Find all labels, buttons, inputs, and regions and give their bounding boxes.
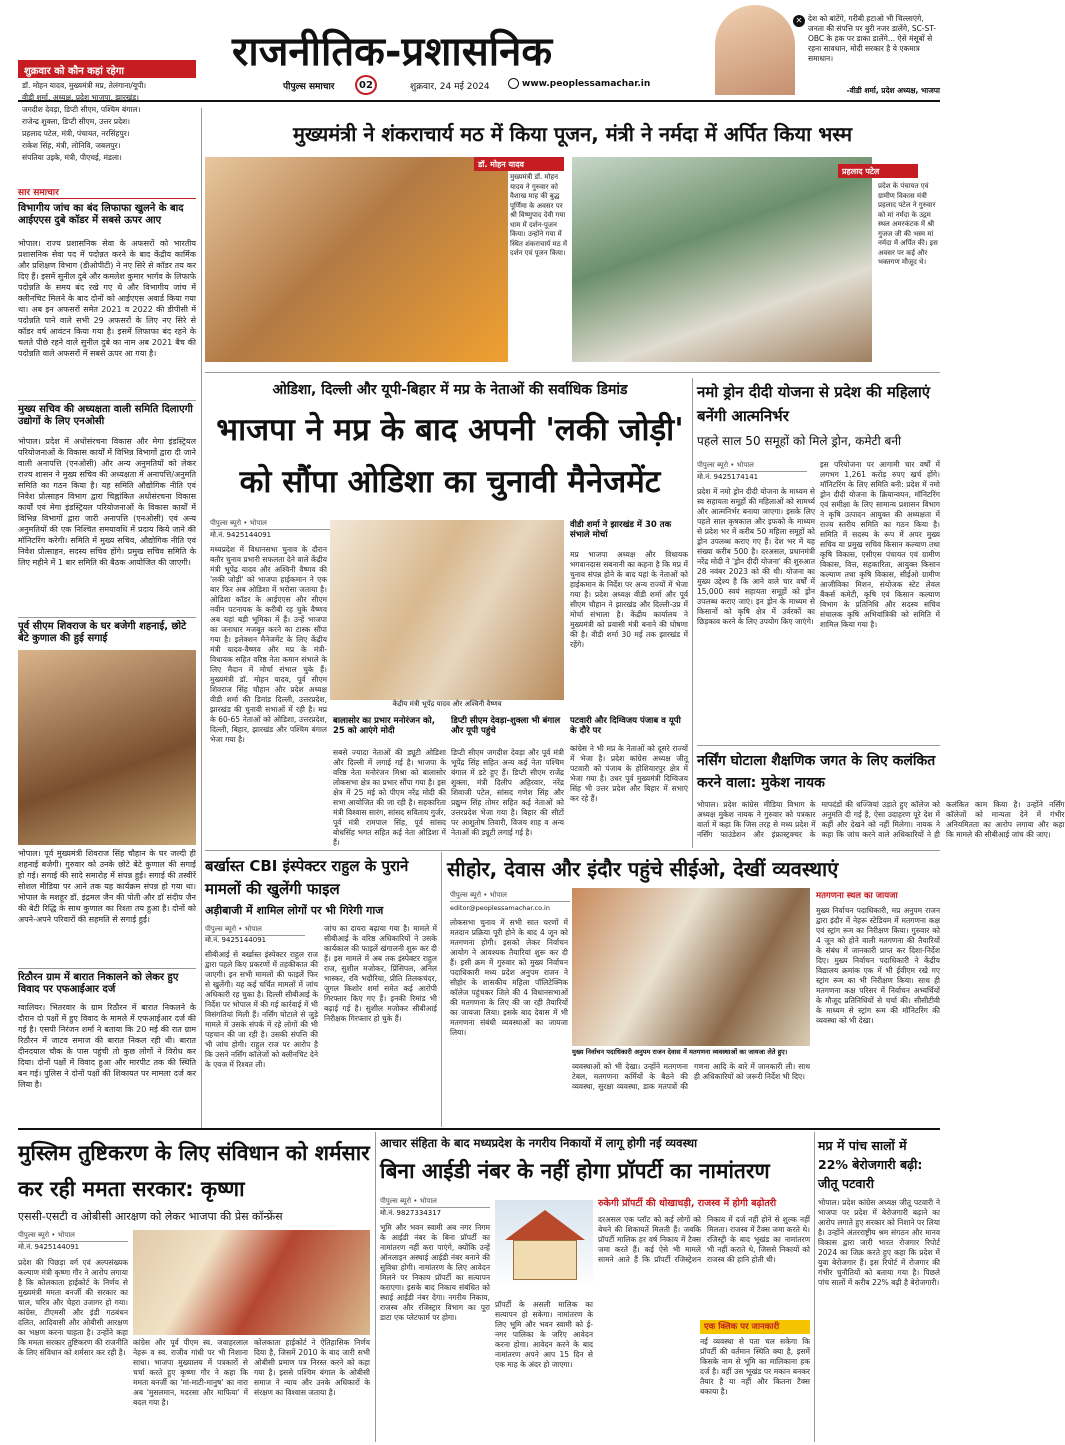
house-illustration	[495, 1200, 593, 1288]
sub2-body: डिप्टी सीएम जगदीश देवड़ा और पूर्व मंत्री भूपेंद्र सिंह सहित अन्य कई नेता पश्चिम बंगाल में डटे हुए हैं। डिप्टी सीएम राजेंद्र शुक्ला, मंत्री दिलीप अहिरवार, नरेंद्र शिवाजी पटेल, सांसद गणेश सिंह और प्रद्युम्न सिंह तोमर सहित कई नेताओं को उत्तरप्रदेश भेजा गया है। बिहार की सीटों पर आशुतोष तिवारी, विजय शाह व अन्य नेताओं की ड्यूटी लगाई गई है।	[451, 748, 564, 837]
sub3-headline: वीडी शर्मा ने झारखंड में 30 तक संभाले मोर्चा	[570, 520, 672, 540]
schedule-box	[18, 60, 196, 180]
photo2-tag: प्रहलाद पटेल	[838, 164, 918, 178]
s2-headline: मुख्य सचिव की अध्यक्षता वाली समिति दिलाएगी उद्योगों के लिए एनओसी	[18, 404, 193, 427]
photo2-caption: प्रदेश के पंचायत एवं ग्रामीण विकास मंत्री प्रहलाद पटेल ने गुरुवार को मां नर्मदा के उद्गम स्थल अमरकंटक में श्री गुजज जी की भस्म मां नर्मदा में अर्पित की। इस अवसर पर कई और भक्तगण मौजूद थे।	[878, 182, 938, 266]
cbi-body-col2: जांच का दायरा बढ़ाया गया है। मामले में सीबीआई के वरिष्ठ अधिकारियों ने उसके कार्यकाल की फाइलें खंगालनी शुरू कर दी हैं। इस मामले में अब तक इंस्पेक्टर राहुल राज, सुशील मजोकर, प्रिंसिपल, अनिल भास्कर, रवि भदौरिया, प्रीति तिलकचंदर, जुगल किशोर शर्मा समेत कई आरोपी गिरफ्तार किए गए हैं। इनकी रिमांड भी बढ़ाई गई है। सुशील मजोकर सीबीआई निरीक्षक गिरफ्तार हो चुके हैं।	[324, 924, 437, 1023]
krishna-headline: मुस्लिम तुष्टिकरण के लिए संविधान को शर्मसार कर रही ममता सरकार: कृष्णा	[18, 1141, 370, 1201]
quote-text: देश को बांटेंगे, गरीबी हटाओ भी चिल्लाएंगे, जनता की संपत्ति पर बुरी नजर डालेंगे, SC-ST-OBC के हक पर डाका डालेंगे... ऐसे मंसूबों से रहना सावधान, मोदी सरकार है ये एकमात्र समाधान।	[808, 14, 936, 63]
nursing-headline: नर्सिंग घोटाला शैक्षणिक जगत के लिए कलंकित करने वाला: मुकेश नायक	[697, 753, 936, 791]
krishna-phone: मो.नं. 9425144091	[18, 1243, 80, 1251]
sehore-body: लोकसभा चुनाव में सभी सात चरणों में मतदान प्रक्रिया पूरी होने के बाद 4 जून को मतगणना होगी। इसको लेकर निर्वाचन आयोग ने आवश्यक तैयारियां शुरू कर दी हैं। इसी क्रम में गुरुवार को मुख्य निर्वाचन पदाधिकारी मध्य प्रदेश अनुपम राजन ने सीहोर के शासकीय महिला पॉलिटेक्निक कॉलेज पहुंचकर जिले की 4 विधानसभाओं की मतगणना के लिए की जा रही तैयारियों का जायजा लिया। इसके बाद देवास में भी मतगणना संबंधी व्यवस्थाओं का जायजा लिया।	[450, 918, 568, 1037]
drone-body: प्रदेश में नमो ड्रोन दीदी योजना के माध्यम से स्व सहायता समूहों की महिलाओं को सामर्थ्य और आत्मनिर्भर बनाया जाएगा। इसके लिए पहले साल कृषकाल और इफको के माध्यम से प्रदेश भर में करीब 50 महिला समूहों को ड्रोन उपलब्ध कराए गए हैं। देश भर में यह संख्या करीब 500 है। दरअसल, प्रधानमंत्री नरेंद्र मोदी ने 'ड्रोन दीदी योजना' की शुरुआत 28 नवंबर 2023 को की थी। योजना का मुख्य उद्देश्य है कि आने वाले चार वर्षों में 15,000 स्वयं सहायता समूहों को ड्रोन उपलब्ध कराए जाएं। इन ड्रोन के माध्यम से किसानों को कृषि क्षेत्र में उर्वरकों का छिड़काव करने के लिए उपयोग किए जाएंगे।	[697, 487, 815, 626]
lead-byline: पीपुल्स ब्यूरो • भोपाल	[210, 518, 330, 530]
info-box-title: एक क्लिक पर जानकारी	[700, 1320, 810, 1334]
house-wall-icon	[513, 1240, 577, 1280]
banner1-headline: मुख्यमंत्री ने शंकराचार्य मठ में किया पूजन, मंत्री ने नर्मदा में अर्पित किया भस्म	[292, 122, 853, 146]
website-link[interactable]: www.peoplessamachar.in	[522, 79, 651, 89]
nursing-body: भोपाल। प्रदेश कांग्रेस मीडिया विभाग के अध्यक्ष मुकेश नायक ने गुरुवार को पत्रकार वार्ता में कहा कि जिस तरह से मध्य प्रदेश में नर्सिंग फाउंडेशन और इंफ्रास्ट्रक्चर के मापदंडों की धज्जियां उड़ाते हुए कॉलेज को अनुमति दी गई है, ऐसा उदाहरण पूरे देश में कहीं और देखने को नहीं मिलेगा। नायक ने कहा कि जांच करने वाले अधिकारियों ने ही कलंकित काम किया है। उन्होंने नर्सिंग कॉलेजों को मान्यता देने में गंभीर अनियमितता का आरोप लगाया और कहा कि मामले की सीबीआई जांच की जाए।	[697, 800, 1065, 839]
photo1-tag: डॉ. मोहन यादव	[474, 157, 564, 171]
sar-label: सार समाचार	[18, 188, 59, 198]
x-logo-icon: ✕	[793, 15, 805, 27]
page-title: राजनीतिक-प्रशासनिक	[232, 29, 553, 75]
nikay-sub-body: दरअसल एक प्लॉट को कई लोगों को बेचने की शिकायतें मिलती हैं। जबकि प्रॉपर्टी मालिक हर वर्ष निकाय में टैक्स जमा करते हैं। कई ऐसे भी मामले सामने आते हैं कि प्रॉपर्टी रजिस्ट्रेशन निकाय में दर्ज नहीं होने से शुल्क नहीं मिलता। राजस्व में टैक्स जमा करते थे। रजिस्ट्री के बाद भूखंड का नामांतरण भी नहीं कराते थे, जिससे निकायों को राजस्व की हानि होती थी।	[598, 1215, 810, 1264]
list-item: वीडी शर्मा, अध्यक्ष, प्रदेश भाजपा, झारखंड।	[22, 93, 139, 102]
sub4-headline: पटवारी और दिग्विजय पंजाब व यूपी के दौरे पर	[570, 716, 681, 736]
drone-body-col2: इस परियोजना पर आगामी चार वर्षों में लगभग 1,261 करोड़ रुपए खर्च होंगे। मॉनिटरिंग के लिए समिति बनी: प्रदेश में नमो ड्रोन दीदी योजना के क्रियान्वयन, मॉनिटरिंग एवं समीक्षा के लिए सामान्य प्रशासन विभाग ने कृषि उत्पादन आयुक्त की अध्यक्षता में राज्य स्तरीय समिति का गठन किया है। समिति में सदस्य के रूप में अपर मुख्य सचिव या प्रमुख सचिव किसान कल्याण तथा कृषि विकास, एसीएस पंचायत एवं ग्रामीण विकास, वित्त, सहकारिता, आयुक्त किसान कल्याण तथा कृषि विकास, सीईओ ग्रामीण आजीविका मिशन, संयोजक स्टेट लेवल बैंकर्स कमेटी, कृषि एवं किसान कल्याण विभाग के प्रतिनिधि और सदस्य सचिव संचालक कृषि अभियांत्रिकी को समिति में शामिल किया गया है।	[820, 460, 940, 629]
sehore-email[interactable]: editor@peoplessamachar.co.in	[450, 904, 550, 912]
cm-puja-photo	[205, 157, 508, 362]
narmada-photo	[572, 157, 872, 362]
sub1-headline: बालासोर का प्रभार मनोरंजन को, 25 को आएंगे मोदी	[333, 716, 435, 736]
nikay-sub-headline: रुकेगी प्रॉपर्टी की धोखाधड़ी, राजस्व में होगी बढ़ोतरी	[598, 1198, 777, 1209]
krishna-body-col2: कांग्रेस और पूर्व पीएम स्व. जवाहरलाल नेहरू व स्व. राजीव गांधी पर भी निशाना साधा। भाजपा मुख्यालय में पत्रकारों से चर्चा करते हुए कृष्णा गौर ने कहा कि ममता बनर्जी का 'मां-माटी-मानुष' का नारा अब 'मुसलमान, मदरसा और माफिया' में बदल गया है।	[133, 1338, 248, 1407]
info-box-body: नई व्यवस्था से पता चल सकेगा कि प्रॉपर्टी की वर्तमान स्थिति क्या है, इसमें किसके नाम से भूमि का मालिकाना हक दर्ज है। वहीं उस भूखंड पर मकान बनकर तैयार है या नहीं और कितना टैक्स बकाया है।	[700, 1337, 810, 1396]
s4-body: ग्वालियर। भितरवार के ग्राम रिठौरन में बारात निकलने के दौरान दो पक्षों में हुए विवाद के मामले में एफआईआर दर्ज की गई है। एसपी निरंजन शर्मा ने बताया कि 20 मई की रात ग्राम रिठौरन में जाटव समाज की बारात निकल रही थी। बारात दीनदयाल चौक के पास पहुंची तो कुछ लोगों ने विरोध कर दिया। दोनों पक्षों में विवाद हुआ और मारपीट तक की स्थिति बन गई। पुलिस ने दोनों पक्षों की शिकायत पर मामला दर्ज कर लिया है।	[18, 1003, 196, 1089]
lead-headline: भाजपा ने मप्र के बाद अपनी 'लकी जोड़ी' को सौंपा ओडिशा का चुनावी मैनेजमेंट	[216, 412, 684, 500]
sehore-byline: पीपुल्स ब्यूरो • भोपाल	[450, 890, 570, 902]
list-item: राजेन्द्र शुक्ला, डिप्टी सीएम, उत्तर प्रदेश।	[22, 117, 130, 126]
nikay-kicker: आचार संहिता के बाद मध्यप्रदेश के नगरीय निकायों में लागू होगी नई व्यवस्था	[380, 1136, 698, 1150]
nikay-byline: पीपुल्स ब्यूरो • भोपाल	[380, 1196, 490, 1208]
vd-sharma-portrait	[715, 5, 795, 95]
schedule-title: शुक्रवार को कौन कहां रहेगा	[18, 60, 196, 78]
sehore-body-col2: व्यवस्थाओं को भी देखा। उन्होंने मतगणना टेबल, मतगणना कर्मियों के बैठने की व्यवस्था, सुरक्षा व्यवस्था, डाक मतपत्रों की गणना आदि के बारे में जानकारी ली। साथ ही अधिकारियों को जरूरी निर्देश भी दिए।	[572, 1062, 810, 1091]
list-item: राकेश सिंह, मंत्री, लोनिवि, जबलपुर।	[22, 141, 121, 150]
sehore-side-head: मतगणना स्थल का जायजा	[816, 891, 898, 901]
cbi-deck: अड़ीबाजी में शामिल लोगों पर भी गिरेगी गाज	[205, 904, 384, 917]
drone-headline: नमो ड्रोन दीदी योजना से प्रदेश की महिलाएं बनेंगी आत्मनिर्भर	[697, 383, 931, 425]
list-item: संपतिया उइके, मंत्री, पीएचई, मंडला।	[22, 153, 122, 162]
sehore-side-body: मुख्य निर्वाचन पदाधिकारी, मप्र अनुपम राजन द्वारा इंदौर में नेहरू स्टेडियम में मतगणना कक्ष एवं स्ट्रांग रूम का निरीक्षण किया। गुरुवार को 4 जून को होने वाली मतगणना की तैयारियों के संबंध में जानकारी प्राप्त कर दिशा-निर्देश दिए। मुख्य निर्वाचन पदाधिकारी ने केंद्रीय विद्यालय क्रमांक एक में भी ईवीएम रखे गए स्ट्रांग रूम का भी निरीक्षण किया। साथ ही मतगणना कक्ष परिसर में निर्वाचन अभ्यर्थियों के मौजूद प्रतिनिधियों से चर्चा की। सीसीटीवी के माध्यम से स्ट्रांग रूम की मॉनिटरिंग की व्यवस्था को भी देखा।	[816, 906, 940, 1025]
lead-body: मध्यप्रदेश में विधानसभा चुनाव के दौरान बतौर चुनाव प्रभारी सफलता देने वाले केंद्रीय मंत्री भूपेंद्र यादव और अश्विनी वैष्णव की 'लकी जोड़ी' को भाजपा हाईकमान ने एक बार फिर अब ओडिशा में भरोसा जताया है। ओडिशा कॉडर के आईएएस और सीएम नवीन पटनायक के करीबी रह चुके वैष्णव अब यहां बड़ी भूमिका में हैं। उन्हें भाजपा का जनाधार मजबूत करने का टास्क सौंपा गया है। इलेक्शन मैनेजमेंट के लिए केंद्रीय मंत्री यादव-वैष्णव और मप्र के मंत्री-विधायक सहित वरिष्ठ नेता कमान संभाले के लिए मैदान में मोर्चा संभाल चुके हैं। मुख्यमंत्री डॉ. मोहन यादव, पूर्व सीएम शिवराज सिंह चौहान और प्रदेश अध्यक्ष वीडी शर्मा की डिमांड दिल्ली, उत्तरप्रदेश, झारखंड की चुनावी सभाओं में रही है। मप्र के 60-65 नेताओं को ओडिशा, उत्तरप्रदेश, दिल्ली, बिहार, झारखंड और पश्चिम बंगाल भेजा गया है।	[210, 545, 327, 744]
drone-byline: पीपुल्स ब्यूरो • भोपाल	[697, 460, 807, 472]
drone-phone: मो.नं. 9425174141	[697, 473, 759, 481]
nikay-headline: बिना आईडी नंबर के नहीं होगा प्रॉपर्टी का नामांतरण	[380, 1159, 770, 1183]
quote-author: -वीडी शर्मा, प्रदेश अध्यक्ष, भाजपा	[846, 86, 940, 95]
sub2-headline: डिप्टी सीएम देवड़ा-शुक्ला भी बंगाल और यूपी पहुंचे	[451, 716, 561, 736]
globe-icon	[508, 78, 519, 89]
sehore-headline: सीहोर, देवास और इंदौर पहुंचे सीईओ, देखीं व्यवस्थाएं	[447, 857, 839, 881]
lead-kicker: ओडिशा, दिल्ली और यूपी-बिहार में मप्र के नेताओं की सर्वाधिक डिमांड	[272, 382, 628, 398]
issue-date: शुक्रवार, 24 मई 2024	[410, 82, 490, 92]
photo1-caption: मुख्यमंत्री डॉ. मोहन यादव ने गुरुवार को वैशाख माह की बुद्ध पूर्णिमा के अवसर पर श्री विष्णुपाद देवी गया धाम में दर्शन-पूजन किया। उन्होंने गया में स्थित शंकराचार्य मठ में दर्शन एवं पूजन किया।	[510, 173, 568, 257]
press-conference-photo	[133, 1230, 370, 1335]
cbi-byline: पीपुल्स ब्यूरो • भोपाल	[205, 924, 305, 936]
list-item: डॉ. मोहन यादव, मुख्यमंत्री मप्र, तेलंगाना/यूपी।	[22, 81, 147, 90]
nikay-phone: मो.नं. 9827334317	[380, 1209, 442, 1217]
cbi-headline: बर्खास्त CBI इंस्पेक्टर राहुल के पुराने मामलों की खुलेंगी फाइल	[205, 857, 409, 898]
cbi-phone: मो.नं. 9425144091	[205, 936, 267, 944]
sub3-body: मप्र भाजपा अध्यक्ष और विधायक भगवानदास सबनानी का कहना है कि मप्र में चुनाव संपन्न होने के बाद यहां के नेताओं को हाईकमान के निर्देश पर अन्य राज्यों में भेजा गया है। प्रदेश अध्यक्ष वीडी शर्मा और पूर्व सीएम चौहान ने झारखंड और दिल्ली-उप्र में मोर्चा संभाला है। केंद्रीय कार्यालय ने मुख्यमंत्री को प्रवासी मंत्री बनाने की घोषणा की है। वीडी शर्मा 30 मई तक झारखंड में रहेंगे।	[570, 550, 688, 649]
s1-headline: विभागीय जांच का बंद लिफाफा खुलने के बाद आईएएस दुबे कॉडर में सबसे ऊपर आए	[18, 203, 184, 226]
krishna-deck: एससी-एसटी व ओबीसी आरक्षण को लेकर भाजपा की प्रेस कॉन्फ्रेंस	[18, 1210, 283, 1223]
list-item: जगदीश देवड़ा, डिप्टी सीएम, पश्चिम बंगाल।	[22, 105, 141, 114]
paper-name: पीपुल्स समाचार	[283, 82, 335, 92]
sub1-body: सबसे ज्यादा नेताओं की ड्यूटी ओडिशा और दिल्ली में लगाई गई है। भाजपा के वरिष्ठ नेता मनोरंजन मिश्रा को बालासोर लोकसभा क्षेत्र का प्रभार सौंपा गया है। इस क्षेत्र में 25 मई को पीएम नरेंद्र मोदी की सभा आयोजित की जा रही है। सहकारिता मंत्री विश्वास सारंग, सांसद सविताय गुर्जर, पूर्व मंत्री रामपाल सिंह, पूर्व सांसद बोधसिंह भगत सहित कई नेता ओडिशा में हैं।	[333, 748, 446, 847]
list-item: प्रहलाद पटेल, मंत्री, पंचायत, नरसिंहपुर।	[22, 129, 130, 138]
krishna-byline: पीपुल्स ब्यूरो • भोपाल	[18, 1230, 128, 1242]
s3-body: भोपाल। पूर्व मुख्यमंत्री शिवराज सिंह चौहान के घर जल्दी ही शहनाई बजेगी। गुरुवार को उनके छोटे बेटे कुणाल की सगाई हो गई। सगाई की सादे समारोह में संपन्न हुई। सगाई की तस्वीरें सोशल मीडिया पर आने तक यह कार्यक्रम संपन्न हो गया था। भोपाल के मशहूर डॉ. इंद्रमल जैन की पोती और डॉ संदीप जैन की बेटी रिद्धि के साथ कुणाल का रिश्ता तय हुआ है। दोनों को अपने-अपने परिवारों की सहमति से सगाई हुई।	[18, 849, 196, 924]
nikay-body: भूमि और भवन स्वामी अब नगर निगम के आईडी नंबर के बिना प्रॉपर्टी का नामांतरण नहीं करा पाएंगे, क्योंकि उन्हें ऑनलाइन अस्थाई आईडी नंबर बनाने की सुविधा होगी। नामांतरण के लिए आवेदन मिलने पर निकाय प्रॉपर्टी का सत्यापन कराएगा। इसके बाद निकाय संबंधित को स्थाई आईडी नंबर देगा। नगरीय निकाय, राजस्व और रजिस्ट्रार विभाग का पूरा डाटा एक प्लेटफार्म पर होगा।	[380, 1223, 490, 1322]
drone-deck: पहले साल 50 समूहों को मिले ड्रोन, कमेटी बनी	[697, 434, 902, 448]
s4-headline: रिठौरन ग्राम में बारात निकालने को लेकर हुए विवाद पर एफआईआर दर्ज	[18, 972, 179, 995]
sehore-photo	[572, 888, 810, 1046]
patwari-body: भोपाल। प्रदेश कांग्रेस अध्यक्ष जीतू पटवारी ने भाजपा पर प्रदेश में बेरोजगारी बढ़ाने का आरोप लगाते हुए सरकार को निशाने पर लिया है। उन्होंने अंतरराष्ट्रीय श्रम संगठन और मानव विकास द्वारा जारी भारत रोजगार रिपोर्ट 2024 का जिक्र करते हुए कहा कि प्रदेश में युवा बेरोजगार हैं। इस रिपोर्ट में रोजगार की गंभीर चुनौतियों को बताया गया है। पिछले पांच सालों में करीब 22% बढ़ी है बेरोजगारी।	[818, 1198, 940, 1287]
lead-phone: मो.नं. 9425144091	[210, 531, 272, 539]
house-roof-icon	[505, 1210, 585, 1240]
sehore-photo-caption: मुख्य निर्वाचन पदाधिकारी अनुपम राजन देवास में मतगणना व्यवस्थाओं का जायजा लेते हुए।	[572, 1048, 788, 1056]
krishna-body: प्रदेश की पिछड़ा वर्ग एवं अल्पसंख्यक कल्याण मंत्री कृष्णा गौर ने आरोप लगाया है कि कोलकाता हाईकोर्ट के निर्णय से मुख्यमंत्री ममता बनर्जी की सरकार का चाल, चरित्र और चेहरा उजागर हो गया। कांग्रेस, टीएमसी और इंडी गठबंधन दलित, आदिवासी और ओबीसी आरक्षण का भक्षण करना चाहता है। उन्होंने कहा कि ममता सरकार तुष्टिकरण की राजनीति के लिए संविधान को शर्मसार कर रही है।	[18, 1258, 128, 1357]
leaders-photo	[330, 520, 564, 700]
page-number: 02	[355, 75, 377, 95]
s2-body: भोपाल। प्रदेश में अधोसंरचना विकास और मेगा इंडस्ट्रियल परियोजनाओं के विकास कार्यों में विभिन्न विभागों द्वारा दी जाने वाली अनापत्ति (एनओसी) और अन्य अनुमतियों को लेकर राज्य शासन ने मुख्य सचिव की अध्यक्षता में अनापत्ति/अनुमति समिति का गठन किया है। यह समिति औद्योगिक नीति एवं निवेश प्रोत्साहन विभाग द्वारा चिह्नांकित अधोसंरचना विकास कार्यों एवं मेगा इंडस्ट्रियल परियोजनाओं के विकास कार्यों में विभिन्न विभागों द्वारा जारी अनापत्ति (एनओसी) एवं अन्य अनुमतियों की एक निश्चित समयावधि में प्रदाय किये जाने की मॉनिटरिंग करेगी। समिति में मुख्य सचिव, औद्योगिक नीति एवं निवेश प्रोत्साहन, सदस्य सचिव होंगे। प्रमुख सचिव समिति के लिए महीने में 1 बार समिति की बैठक आयोजित की जाएगी।	[18, 437, 196, 567]
patwari-headline: मप्र में पांच सालों में 22% बेरोजगारी बढ़ी: जीतू पटवारी	[818, 1138, 923, 1191]
cbi-body: सीबीआई से बर्खास्त इंस्पेक्टर राहुल राज द्वारा पहले किए प्रकरणों में तहकीकात की जाएगी। इन सभी मामलों की फाइलें फिर से खुलेंगी। यह कई चर्चित मामलों में जांच अधिकारी रह चुका है। दिल्ली सीबीआई के निर्देश पर भोपाल में की गई कार्रवाई में भी विसंगतियां मिली हैं। नर्सिंग घोटाले से जुड़े मामले में उसके संपर्क में रहे लोगों की भी पहचान की जा रही है। उसकी संपत्ति की भी जांच होगी। राहुल राज पर आरोप है कि उसने नर्सिंग कॉलेजों को क्लीनचिट देने के एवज में रिश्वत ली।	[205, 950, 318, 1069]
sub4-body: कांग्रेस ने भी मप्र के नेताओं को दूसरे राज्यों में भेजा है। प्रदेश कांग्रेस अध्यक्ष जीतू पटवारी को पंजाब के होशियारपुर क्षेत्र में भेजा गया है। उधर पूर्व मुख्यमंत्री दिग्विजय सिंह भी उत्तर प्रदेश और बिहार में सभाएं कर रहे हैं।	[570, 744, 688, 803]
krishna-body-col3: कोलकाता हाईकोर्ट ने ऐतिहासिक निर्णय दिया है, जिसमें 2010 के बाद जारी सभी ओबीसी प्रमाण पत्र निरस्त करने को कहा गया है। इससे पश्चिम बंगाल के ओबीसी समाज ने न्याय और उनके अधिकारों के संरक्षण का विश्वास जताया है।	[254, 1338, 370, 1397]
nikay-body-col2: प्रॉपर्टी के असली मालिक का सत्यापन हो सकेगा। नामांतरण के लिए भूमि और भवन स्वामी को ई-नगर पालिका के जरिए आवेदन करना होगा। आवेदन करने के बाद नामांतरण अपने आप 15 दिन से एक माह के अंदर हो जाएगा।	[495, 1300, 593, 1369]
schedule-list	[18, 78, 196, 166]
s3-headline: पूर्व सीएम शिवराज के घर बजेगी शहनाई, छोटे बेटे कुणाल की हुई सगाई	[18, 621, 187, 644]
s1-body: भोपाल। राज्य प्रशासनिक सेवा के अफसरों को भारतीय प्रशासनिक सेवा पद में पदोन्नत करने के बाद केंद्रीय कार्मिक और प्रशिक्षण विभाग (डीओपीटी) ने नए सिरे से कॉडर तय कर दिए हैं। इसमें सुनील दुबे और कमलेश कुमार भार्गव के लिफाफे पदोन्नति के समय बंद रखे गए थे और विभागीय जांच में क्लीनचिट मिलने के बाद दोनों को आईएएस अवार्ड किया गया था। अब इन अफसरों समेत 2021 व 2022 की डीपीसी में पदोन्नति पाने वाले सभी 29 अफसरों के लिए नए सिरे से कॉडर वर्ष आवंटन किया गया है। इसमें लिफाफा बंद रहने के चलते पीछे रहने वाले सुनील दुबे का नाम अब 2021 बैच की पदोन्नति वाले अफसरों में सबसे ऊपर आ गया है।	[18, 239, 196, 358]
engagement-photo	[18, 650, 196, 845]
lead-photo-caption: केंद्रीय मंत्री भूपेंद्र यादव और अश्विनी वैष्णव	[392, 700, 502, 708]
